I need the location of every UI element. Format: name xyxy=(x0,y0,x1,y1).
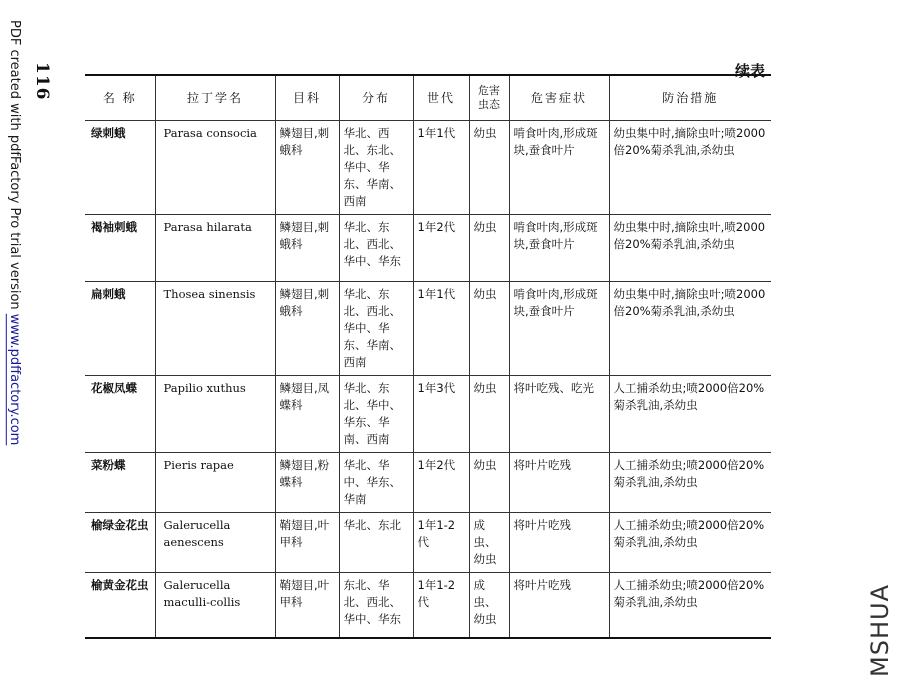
cell-latin: Thosea sinensis xyxy=(155,282,275,376)
cell-generation: 1年2代 xyxy=(413,453,469,513)
cell-distribution: 华北、东北、西北、华中、华东 xyxy=(339,215,413,282)
cell-name: 榆黄金花虫 xyxy=(85,573,155,639)
cell-stage: 幼虫 xyxy=(469,453,509,513)
table-row xyxy=(85,513,771,573)
cell-control: 幼虫集中时,摘除虫叶;喷2000倍20%菊杀乳油,杀幼虫 xyxy=(609,282,771,376)
cell-order: 鳞翅目,凤蝶科 xyxy=(275,376,339,453)
cell-distribution: 华北、东北、华中、华东、华南、西南 xyxy=(339,376,413,453)
cell-symptom: 将叶片吃残 xyxy=(509,513,609,573)
cell-distribution: 东北、华北、西北、华中、华东 xyxy=(339,573,413,639)
table-row xyxy=(85,121,771,215)
cell-generation: 1年1代 xyxy=(413,121,469,215)
table-row xyxy=(85,376,771,453)
cell-latin: Pieris rapae xyxy=(155,453,275,513)
cell-stage: 幼虫 xyxy=(469,282,509,376)
header-control: 防治措施 xyxy=(609,75,771,121)
cell-name: 菜粉蝶 xyxy=(85,453,155,513)
cell-control: 幼虫集中时,摘除虫叶,喷2000倍20%菊杀乳油,杀幼虫 xyxy=(609,215,771,282)
cell-generation: 1年1-2代 xyxy=(413,513,469,573)
header-latin: 拉丁学名 xyxy=(155,75,275,121)
table-row xyxy=(85,453,771,513)
cell-latin: Parasa consocia xyxy=(155,121,275,215)
cell-latin: Papilio xuthus xyxy=(155,376,275,453)
pest-table xyxy=(85,74,771,639)
cell-symptom: 将叶吃残、吃光 xyxy=(509,376,609,453)
cell-name: 榆绿金花虫 xyxy=(85,513,155,573)
cell-control: 人工捕杀幼虫;喷2000倍20%菊杀乳油,杀幼虫 xyxy=(609,513,771,573)
cell-stage: 成虫、幼虫 xyxy=(469,513,509,573)
pest-table-container xyxy=(85,74,771,639)
cell-name: 扁刺蛾 xyxy=(85,282,155,376)
header-order: 目科 xyxy=(275,75,339,121)
table-row xyxy=(85,282,771,376)
cell-generation: 1年1-2代 xyxy=(413,573,469,639)
cell-symptom: 将叶片吃残 xyxy=(509,573,609,639)
cell-symptom: 将叶片吃残 xyxy=(509,453,609,513)
cell-name: 绿刺蛾 xyxy=(85,121,155,215)
cell-name: 花椒凤蝶 xyxy=(85,376,155,453)
cell-order: 鳞翅目,刺蛾科 xyxy=(275,121,339,215)
pdf-watermark-text: PDF created with pdfFactory Pro trial version xyxy=(7,20,22,314)
cell-control: 人工捕杀幼虫;喷2000倍20%菊杀乳油,杀幼虫 xyxy=(609,573,771,639)
cell-name: 褐袖刺蛾 xyxy=(85,215,155,282)
header-stage: 危害虫态 xyxy=(469,75,509,121)
cell-distribution: 华北、西北、东北、华中、华东、华南、西南 xyxy=(339,121,413,215)
cell-latin: Galerucella maculli-collis xyxy=(155,573,275,639)
cell-order: 鳞翅目,刺蛾科 xyxy=(275,215,339,282)
cell-order: 鳞翅目,刺蛾科 xyxy=(275,282,339,376)
table-header-row xyxy=(85,75,771,121)
cell-distribution: 华北、东北 xyxy=(339,513,413,573)
cell-stage: 幼虫 xyxy=(469,215,509,282)
cell-control: 人工捕杀幼虫;喷2000倍20%菊杀乳油,杀幼虫 xyxy=(609,453,771,513)
cell-stage: 幼虫 xyxy=(469,376,509,453)
cell-stage: 幼虫 xyxy=(469,121,509,215)
cell-generation: 1年1代 xyxy=(413,282,469,376)
table-row xyxy=(85,215,771,282)
cell-latin: Parasa hilarata xyxy=(155,215,275,282)
header-generation: 世代 xyxy=(413,75,469,121)
cell-control: 幼虫集中时,摘除虫叶;喷2000倍20%菊杀乳油,杀幼虫 xyxy=(609,121,771,215)
pdf-watermark xyxy=(2,20,22,446)
header-distribution: 分布 xyxy=(339,75,413,121)
cell-symptom: 啃食叶肉,形成斑块,蚕食叶片 xyxy=(509,282,609,376)
cell-control: 人工捕杀幼虫;喷2000倍20%菊杀乳油,杀幼虫 xyxy=(609,376,771,453)
table-row xyxy=(85,573,771,639)
cell-generation: 1年2代 xyxy=(413,215,469,282)
cell-order: 鞘翅目,叶甲科 xyxy=(275,513,339,573)
pdffactory-link[interactable]: www.pdffactory.com xyxy=(7,313,22,446)
cell-distribution: 华北、东北、西北、华中、华东、华南、西南 xyxy=(339,282,413,376)
header-symptom: 危害症状 xyxy=(509,75,609,121)
corner-watermark: MSHUA xyxy=(866,584,894,677)
cell-order: 鳞翅目,粉蝶科 xyxy=(275,453,339,513)
continued-label: 续表 xyxy=(735,62,766,80)
header-name: 名 称 xyxy=(102,90,137,105)
page-number: 116 xyxy=(32,62,52,101)
cell-latin: Galerucella aenescens xyxy=(155,513,275,573)
cell-symptom: 啃食叶肉,形成斑块,蚕食叶片 xyxy=(509,215,609,282)
cell-stage: 成虫、幼虫 xyxy=(469,573,509,639)
cell-symptom: 啃食叶肉,形成斑块,蚕食叶片 xyxy=(509,121,609,215)
cell-generation: 1年3代 xyxy=(413,376,469,453)
cell-distribution: 华北、华中、华东、华南 xyxy=(339,453,413,513)
cell-order: 鞘翅目,叶甲科 xyxy=(275,573,339,639)
